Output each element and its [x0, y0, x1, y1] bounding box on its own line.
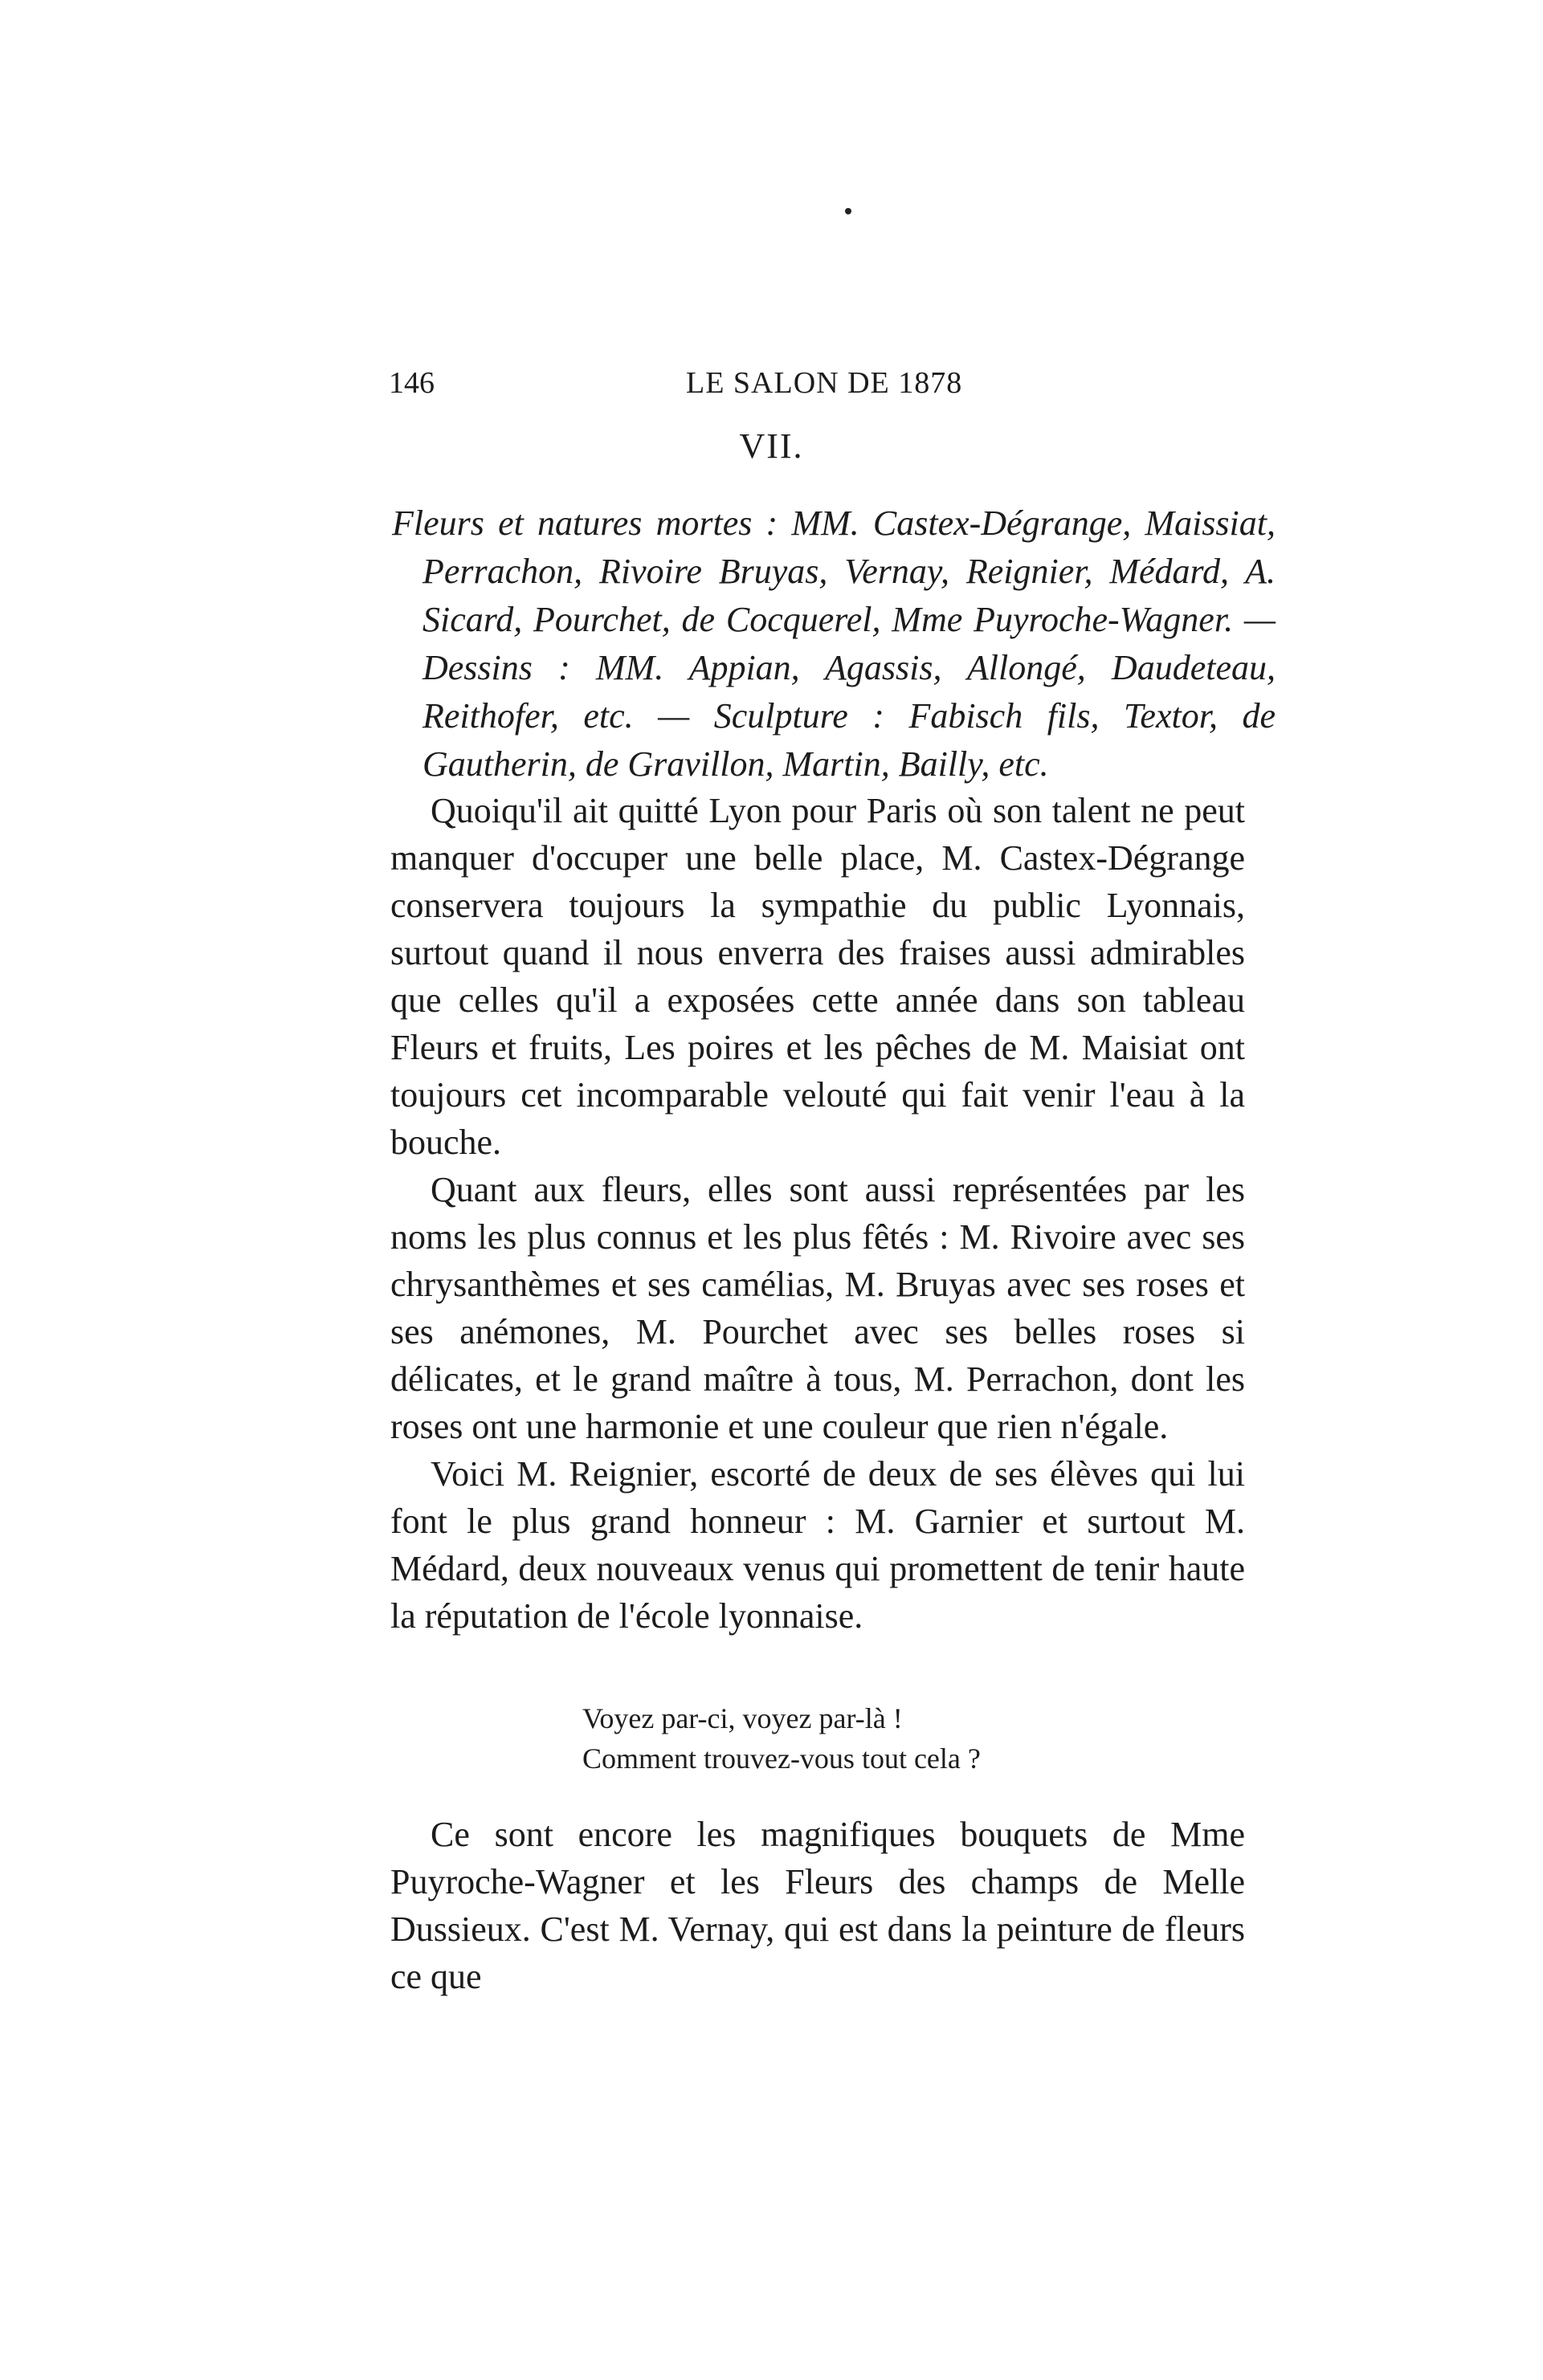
verse-line: Voyez par-ci, voyez par-là !: [582, 1702, 903, 1734]
section-summary: Fleurs et natures mortes : MM. Castex-Dégrange, Maissiat, Perrachon, Rivoire Bruyas, Vernay, Reignier, Médard, A. Sicard, Pourchet, de Cocquerel, Mme Puyroche-Wagner. — Dessins : MM. Appian, Agassis, Allongé, Daudeteau, Reithofer, etc. — Sculpture : Fabisch fils, Textor, de Gautherin, de Gravillon, Martin, Bailly, etc.: [392, 503, 1276, 784]
verse-line: Comment trouvez-vous tout cela ?: [582, 1742, 981, 1775]
paragraph: Quoiqu'il ait quitté Lyon pour Paris où son talent ne peut manquer d'occuper une belle place, M. Castex-Dégrange conservera toujours la sympathie du public Lyonnais, surtout quand il nous enverra des fraises aussi admirables que celles qu'il a exposées cette année dans son tableau Fleurs et fruits, Les poires et les pêches de M. Maisiat ont toujours cet incomparable velouté qui fait venir l'eau à la bouche.: [390, 791, 1245, 1162]
verse-quote: [582, 1698, 981, 1779]
closing-paragraph: Ce sont encore les magnifiques bouquets de Mme Puyroche-Wagner et les Fleurs des champs de Melle Dussieux. C'est M. Vernay, qui est dans la peinture de fleurs ce que: [390, 1815, 1245, 1996]
page-header: [389, 365, 1240, 414]
page-number: 146: [389, 366, 435, 400]
paragraph: Voici M. Reignier, escorté de deux de ses élèves qui lui font le plus grand honneur : M. Garnier et surtout M. Médard, deux nouveaux venus qui promettent de tenir haute la réputation de l'école lyonnaise.: [390, 1454, 1245, 1636]
section-number: VII.: [739, 426, 804, 466]
body-text: [390, 787, 1245, 1640]
paragraph: Quant aux fleurs, elles sont aussi représentées par les noms les plus connus et les plus fêtés : M. Rivoire avec ses chrysanthèmes et ses camélias, M. Bruyas avec ses roses et ses anémones, M. Pourchet avec ses belles roses si délicates, et le grand maître à tous, M. Perrachon, dont les roses ont une harmonie et une couleur que rien n'égale.: [390, 1170, 1245, 1446]
ink-speck: [845, 208, 851, 214]
running-title: LE SALON DE 1878: [686, 366, 963, 400]
